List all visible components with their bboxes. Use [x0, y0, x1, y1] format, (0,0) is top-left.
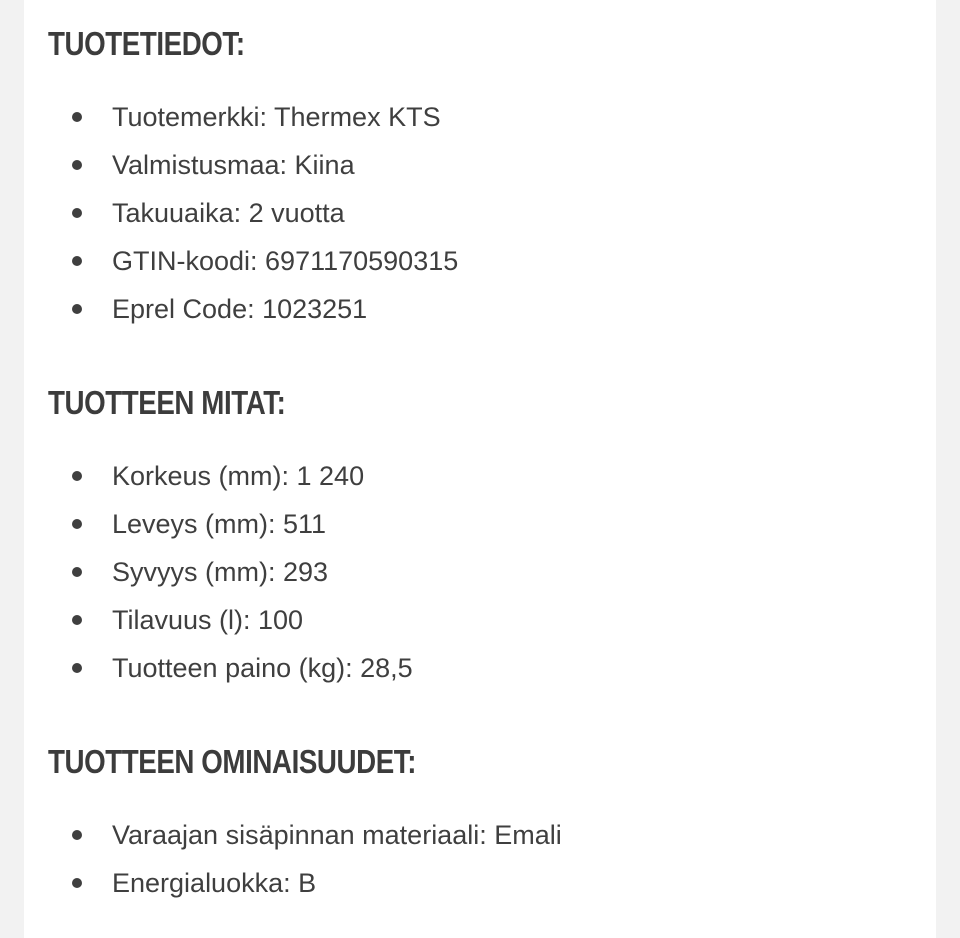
list-item: [48, 644, 912, 692]
list-item-text: GTIN-koodi: 6971170590315: [112, 246, 459, 276]
bullet-icon: [72, 830, 82, 840]
bullet-icon: [72, 160, 82, 170]
bullet-icon: [72, 208, 82, 218]
list-item: [48, 596, 912, 644]
list-item-text: Tilavuus (l): 100: [112, 605, 304, 635]
list-item-text: Varaajan sisäpinnan materiaali: Emali: [112, 820, 562, 850]
bullet-icon: [72, 878, 82, 888]
bullet-icon: [72, 519, 82, 529]
list-item: [48, 189, 912, 237]
section-heading: TUOTTEEN OMINAISUUDET:: [48, 743, 417, 780]
bullet-icon: [72, 615, 82, 625]
list-item: [48, 237, 912, 285]
list-item: [48, 141, 912, 189]
bullet-icon: [72, 112, 82, 122]
list-item-text: Valmistusmaa: Kiina: [112, 150, 355, 180]
section-item-list: [48, 93, 912, 333]
list-item-text: Tuotemerkki: Thermex KTS: [112, 102, 441, 132]
bullet-icon: [72, 567, 82, 577]
list-item-text: Energialuokka: B: [112, 868, 317, 898]
list-item: [48, 811, 912, 859]
list-item-text: Korkeus (mm): 1 240: [112, 461, 365, 491]
list-item: [48, 548, 912, 596]
section-heading: TUOTETIEDOT:: [48, 25, 245, 62]
section-item-list: [48, 452, 912, 692]
section-heading: TUOTTEEN MITAT:: [48, 384, 286, 421]
list-item-text: Eprel Code: 1023251: [112, 294, 368, 324]
list-item: [48, 452, 912, 500]
list-item: [48, 285, 912, 333]
bullet-icon: [72, 471, 82, 481]
list-item-text: Tuotteen paino (kg): 28,5: [112, 653, 413, 683]
list-item: [48, 500, 912, 548]
list-item: [48, 93, 912, 141]
section-item-list: [48, 811, 912, 907]
list-item: [48, 859, 912, 907]
product-section: [48, 744, 912, 907]
product-section: [48, 26, 912, 333]
list-item-text: Syvyys (mm): 293: [112, 557, 329, 587]
product-details-panel: [24, 0, 936, 938]
list-item-text: Leveys (mm): 511: [112, 509, 327, 539]
bullet-icon: [72, 304, 82, 314]
list-item-text: Takuuaika: 2 vuotta: [112, 198, 345, 228]
bullet-icon: [72, 256, 82, 266]
bullet-icon: [72, 663, 82, 673]
product-section: [48, 385, 912, 692]
